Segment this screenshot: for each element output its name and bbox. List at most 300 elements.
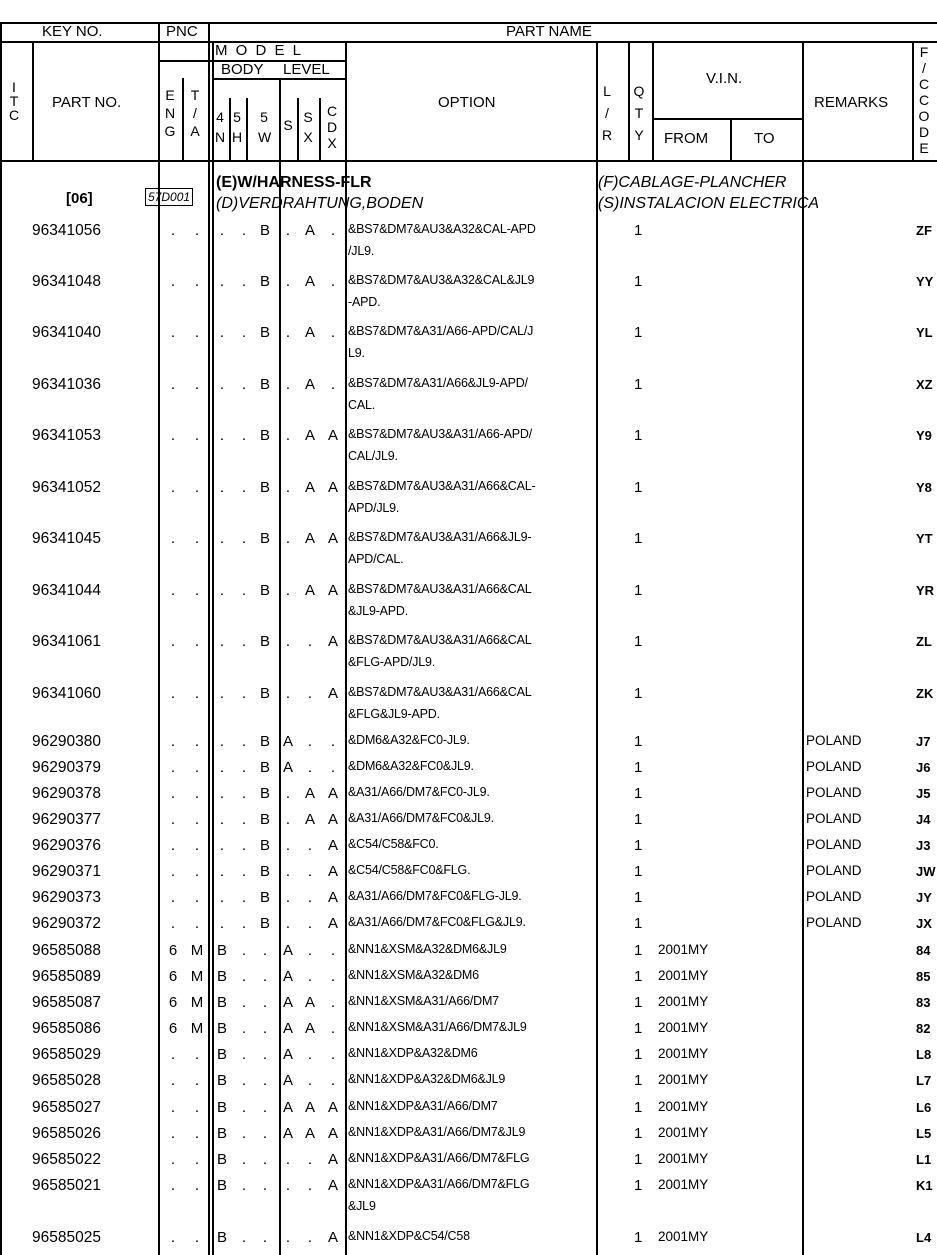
fc-code: J6: [916, 760, 931, 775]
body-5h-cell: .: [241, 633, 247, 650]
option-text: &NN1&XDP&A32&DM6&JL9: [348, 1072, 506, 1086]
body-col-line-option: [345, 160, 347, 1255]
level-sx-cell: A: [304, 1125, 316, 1142]
level-sx-cell: .: [307, 685, 313, 702]
body-4n-cell: .: [219, 785, 225, 802]
vin-from-header: FROM: [664, 130, 709, 147]
eng-cell: .: [170, 273, 176, 290]
level-sx-cell: .: [307, 915, 313, 932]
quantity: 1: [634, 915, 643, 932]
level-s-cell: .: [285, 633, 291, 650]
fc-code: ZL: [916, 634, 932, 649]
quantity: 1: [634, 324, 643, 341]
level-cdx-cell: A: [327, 1229, 339, 1246]
eng-cell: 6: [168, 994, 178, 1011]
ta-cell: .: [194, 837, 200, 854]
part-number: 96341052: [32, 479, 101, 496]
fc-code: J7: [916, 734, 931, 749]
option-header: OPTION: [438, 94, 496, 111]
part-number: 96341036: [32, 376, 101, 393]
body-5w-cell: B: [259, 530, 271, 547]
body-4n-cell: .: [219, 915, 225, 932]
option-text: &A31/A66/DM7&FC0&FLG&JL9.: [348, 915, 526, 929]
body-5h-cell: .: [241, 1099, 247, 1116]
part-number: 96585027: [32, 1099, 101, 1116]
section-key: [06]: [66, 190, 93, 207]
body-5w-cell: .: [262, 968, 268, 985]
body-5w-cell: .: [262, 1177, 268, 1194]
vin-from: 2001MY: [658, 1020, 709, 1035]
part-number: 96341045: [32, 530, 101, 547]
eng-cell: .: [170, 222, 176, 239]
level-s-cell: .: [285, 376, 291, 393]
quantity: 1: [634, 811, 643, 828]
level-cdx-cell: .: [330, 273, 336, 290]
part-number: 96585022: [32, 1151, 101, 1168]
body-4n-cell: .: [219, 633, 225, 650]
quantity: 1: [634, 530, 643, 547]
fc-code: YT: [916, 531, 933, 546]
level-cdx-cell: A: [327, 1125, 339, 1142]
body-5w-cell: .: [262, 1072, 268, 1089]
body-4n-cell: .: [219, 759, 225, 776]
ta-cell: .: [194, 759, 200, 776]
option-text: &BS7&DM7&AU3&A31/A66&JL9-: [348, 530, 532, 544]
option-text: &C54/C58&FC0&FLG.: [348, 863, 471, 877]
section-name-en: (E)W/HARNESS-FLR: [216, 174, 372, 191]
remarks: POLAND: [806, 759, 862, 774]
level-cdx-cell: A: [327, 1099, 339, 1116]
quantity: 1: [634, 837, 643, 854]
body-5w-cell: .: [262, 1099, 268, 1116]
body-4n-cell: .: [219, 685, 225, 702]
eng-cell: .: [170, 915, 176, 932]
remarks: POLAND: [806, 811, 862, 826]
level-s-cell: A: [282, 968, 294, 985]
body-5h-cell: .: [241, 759, 247, 776]
header-top-rule: [0, 22, 937, 24]
level-cdx-cell: A: [327, 863, 339, 880]
body-4n-cell: .: [219, 222, 225, 239]
quantity: 1: [634, 1177, 643, 1194]
body-5h-cell: .: [241, 863, 247, 880]
fc-code: J5: [916, 786, 931, 801]
ta-cell: .: [194, 273, 200, 290]
level-sx-cell: A: [304, 530, 316, 547]
level-sx-cell: .: [307, 733, 313, 750]
fc-code: JX: [916, 916, 932, 931]
fc-code: 84: [916, 943, 931, 958]
body-5h-cell: .: [241, 324, 247, 341]
ta-cell: .: [194, 324, 200, 341]
option-text: &NN1&XDP&A31/A66/DM7&FLG: [348, 1177, 530, 1191]
header-col-line-vin: [652, 41, 654, 161]
fc-code: Y9: [916, 428, 932, 443]
part-number: 96290372: [32, 915, 101, 932]
header-rule-1: [0, 41, 937, 43]
body-col-line-0: [0, 160, 2, 1255]
option-text: &BS7&DM7&AU3&A31/A66&CAL: [348, 633, 532, 647]
vin-from: 2001MY: [658, 942, 709, 957]
level-sx-cell: A: [304, 785, 316, 802]
fc-code: XZ: [916, 377, 933, 392]
ta-cell: M: [190, 942, 204, 959]
fc-code: L1: [916, 1152, 932, 1167]
body-5w-cell: B: [259, 759, 271, 776]
vin-from: 2001MY: [658, 1229, 709, 1244]
vin-from: 2001MY: [658, 1046, 709, 1061]
level-cdx-cell: .: [330, 968, 336, 985]
part-number: 96585089: [32, 968, 101, 985]
body-4n-cell: .: [219, 889, 225, 906]
quantity: 1: [634, 633, 643, 650]
body-4n-cell: B: [216, 1020, 228, 1037]
part-number: 96585028: [32, 1072, 101, 1089]
option-text: &BS7&DM7&AU3&A32&CAL-APD: [348, 222, 536, 236]
option-text: &BS7&DM7&A31/A66&JL9-APD/: [348, 376, 528, 390]
body-4n-cell: B: [216, 1046, 228, 1063]
quantity: 1: [634, 1072, 643, 1089]
part-number: 96341060: [32, 685, 101, 702]
body-5h-cell: .: [241, 273, 247, 290]
body-5h-cell: .: [241, 479, 247, 496]
eng-cell: .: [170, 889, 176, 906]
level-s-cell: A: [282, 1125, 294, 1142]
header-col-line-keyno: [158, 22, 160, 161]
part-number: 96585087: [32, 994, 101, 1011]
level-sx-cell: A: [304, 1099, 316, 1116]
level-s-cell: .: [285, 222, 291, 239]
level-cdx-cell: A: [327, 530, 339, 547]
option-text: &NN1&XDP&A31/A66/DM7: [348, 1099, 498, 1113]
level-cdx-cell: .: [330, 376, 336, 393]
body-4n-header: 4 N: [214, 109, 226, 145]
header-bottom-rule: [0, 160, 937, 162]
option-text: &A31/A66/DM7&FC0&FLG-JL9.: [348, 889, 522, 903]
body-5w-cell: B: [259, 837, 271, 854]
body-5w-cell: B: [259, 427, 271, 444]
level-cdx-cell: .: [330, 324, 336, 341]
level-cdx-cell: A: [327, 837, 339, 854]
body-5w-cell: .: [262, 1125, 268, 1142]
body-5h-cell: .: [241, 915, 247, 932]
level-s-cell: .: [285, 427, 291, 444]
header-col-line-itc: [32, 41, 34, 161]
level-s-cell: A: [282, 1020, 294, 1037]
level-s-cell: A: [282, 994, 294, 1011]
body-5w-cell: B: [259, 324, 271, 341]
part-number: 96341040: [32, 324, 101, 341]
quantity: 1: [634, 1046, 643, 1063]
eng-cell: 6: [168, 968, 178, 985]
part-number: 96290379: [32, 759, 101, 776]
option-text: &NN1&XSM&A32&DM6: [348, 968, 479, 982]
ta-cell: .: [194, 733, 200, 750]
part-number: 96585025: [32, 1229, 101, 1246]
header-col-line-level: [279, 78, 281, 161]
fc-code: YY: [916, 274, 934, 289]
level-s-header: S: [283, 117, 293, 133]
body-5h-cell: .: [241, 942, 247, 959]
eng-cell: .: [170, 733, 176, 750]
body-5w-cell: B: [259, 863, 271, 880]
fc-code-header: F / C C O D E: [918, 44, 930, 156]
fc-code: 82: [916, 1021, 931, 1036]
quantity: 1: [634, 1151, 643, 1168]
level-cdx-cell: .: [330, 1020, 336, 1037]
body-5h-cell: .: [241, 1046, 247, 1063]
part-number: 96341044: [32, 582, 101, 599]
option-text: APD/JL9.: [348, 501, 400, 515]
eng-cell: .: [170, 479, 176, 496]
section-reference-box: 57D001: [145, 188, 193, 206]
level-sx-cell: .: [307, 889, 313, 906]
body-5w-cell: B: [259, 915, 271, 932]
fc-code: YR: [916, 583, 935, 598]
level-cdx-header: C D X: [326, 103, 338, 151]
body-5w-cell: .: [262, 1020, 268, 1037]
eng-cell: .: [170, 685, 176, 702]
fc-code: 83: [916, 995, 931, 1010]
lr-header: L / R: [601, 83, 613, 143]
quantity: 1: [634, 1229, 643, 1246]
fc-code: J4: [916, 812, 931, 827]
part-number: 96585026: [32, 1125, 101, 1142]
quantity: 1: [634, 1020, 643, 1037]
vin-from: 2001MY: [658, 994, 709, 1009]
eng-cell: .: [170, 837, 176, 854]
body-5w-cell: B: [259, 376, 271, 393]
vin-to-header: TO: [754, 130, 775, 147]
body-5w-cell: .: [262, 1046, 268, 1063]
level-s-cell: .: [285, 582, 291, 599]
ta-cell: .: [194, 1177, 200, 1194]
part-number: 96341056: [32, 222, 101, 239]
level-s-cell: .: [285, 1177, 291, 1194]
part-number: 96290378: [32, 785, 101, 802]
level-s-cell: A: [282, 759, 294, 776]
option-text: &NN1&XSM&A31/A66/DM7: [348, 994, 499, 1008]
level-s-cell: A: [282, 733, 294, 750]
ta-cell: .: [194, 427, 200, 444]
ta-cell: .: [194, 1151, 200, 1168]
level-cdx-cell: .: [330, 942, 336, 959]
level-s-cell: .: [285, 837, 291, 854]
option-text: &NN1&XDP&A32&DM6: [348, 1046, 478, 1060]
eng-cell: .: [170, 1072, 176, 1089]
fc-code: L4: [916, 1230, 932, 1245]
level-sx-cell: A: [304, 582, 316, 599]
fc-code: L5: [916, 1126, 932, 1141]
remarks: POLAND: [806, 837, 862, 852]
part-number: 96290373: [32, 889, 101, 906]
level-s-cell: A: [282, 1046, 294, 1063]
level-cdx-cell: .: [330, 994, 336, 1011]
level-sx-cell: .: [307, 633, 313, 650]
option-text: &DM6&A32&FC0&JL9.: [348, 759, 474, 773]
body-5h-cell: .: [241, 1125, 247, 1142]
remarks: POLAND: [806, 915, 862, 930]
pnc-header: PNC: [166, 23, 198, 40]
part-number: 96585021: [32, 1177, 101, 1194]
ta-cell: .: [194, 685, 200, 702]
body-4n-cell: .: [219, 837, 225, 854]
level-cdx-cell: A: [327, 427, 339, 444]
fc-code: YL: [916, 325, 933, 340]
header-col-line-s: [297, 98, 299, 161]
option-text: &NN1&XSM&A31/A66/DM7&JL9: [348, 1020, 527, 1034]
body-4n-cell: .: [219, 273, 225, 290]
vin-header: V.I.N.: [706, 70, 743, 87]
ta-cell: M: [190, 994, 204, 1011]
quantity: 1: [634, 863, 643, 880]
body-5h-cell: .: [241, 427, 247, 444]
level-cdx-cell: A: [327, 889, 339, 906]
body-4n-cell: B: [216, 1125, 228, 1142]
option-text: L9.: [348, 346, 365, 360]
fc-code: 85: [916, 969, 931, 984]
vin-from: 2001MY: [658, 1072, 709, 1087]
body-5h-cell: .: [241, 889, 247, 906]
level-s-cell: .: [285, 1229, 291, 1246]
body-5w-cell: .: [262, 994, 268, 1011]
remarks: POLAND: [806, 785, 862, 800]
eng-cell: .: [170, 759, 176, 776]
ta-cell: M: [190, 968, 204, 985]
option-text: &BS7&DM7&A31/A66-APD/CAL/J: [348, 324, 534, 338]
ta-cell: .: [194, 479, 200, 496]
body-col-line-level: [279, 160, 281, 1255]
section-name-fr: (F)CABLAGE-PLANCHER: [598, 174, 787, 191]
eng-cell: .: [170, 811, 176, 828]
header-col-line-5h: [246, 98, 248, 161]
body-4n-cell: B: [216, 1229, 228, 1246]
ta-cell: .: [194, 1072, 200, 1089]
level-sx-cell: A: [304, 811, 316, 828]
eng-cell: .: [170, 1046, 176, 1063]
level-cdx-cell: A: [327, 1177, 339, 1194]
eng-cell: .: [170, 1151, 176, 1168]
body-5h-cell: .: [241, 1072, 247, 1089]
level-s-cell: .: [285, 273, 291, 290]
option-text: &NN1&XSM&A32&DM6&JL9: [348, 942, 507, 956]
body-col-line-keyno: [158, 160, 160, 1255]
vin-from: 2001MY: [658, 1151, 709, 1166]
body-4n-cell: .: [219, 733, 225, 750]
part-number: 96585088: [32, 942, 101, 959]
option-text: &A31/A66/DM7&FC0&JL9.: [348, 811, 494, 825]
ta-cell: .: [194, 863, 200, 880]
body-5w-cell: B: [259, 479, 271, 496]
body-5w-header: 5 W: [258, 109, 272, 145]
vin-from: 2001MY: [658, 1125, 709, 1140]
ta-cell: .: [194, 376, 200, 393]
ta-cell: .: [194, 582, 200, 599]
level-cdx-cell: A: [327, 479, 339, 496]
level-sx-cell: .: [307, 942, 313, 959]
body-5h-cell: .: [241, 582, 247, 599]
level-sx-cell: A: [304, 994, 316, 1011]
level-sx-cell: .: [307, 1229, 313, 1246]
option-text: &JL9-APD.: [348, 604, 409, 618]
fc-code: JW: [916, 864, 936, 879]
ta-cell: .: [194, 1125, 200, 1142]
body-5h-cell: .: [241, 685, 247, 702]
part-number: 96341048: [32, 273, 101, 290]
fc-code: JY: [916, 890, 932, 905]
quantity: 1: [634, 1099, 643, 1116]
body-4n-cell: .: [219, 582, 225, 599]
fc-code: Y8: [916, 480, 932, 495]
level-sx-cell: .: [307, 1072, 313, 1089]
body-5w-cell: B: [259, 222, 271, 239]
header-col-line-code: [912, 41, 914, 161]
level-s-cell: .: [285, 915, 291, 932]
quantity: 1: [634, 942, 643, 959]
level-s-cell: .: [285, 479, 291, 496]
fc-code: L6: [916, 1100, 932, 1115]
part-number: 96290371: [32, 863, 101, 880]
level-sx-cell: .: [307, 1046, 313, 1063]
eng-cell: .: [170, 324, 176, 341]
level-s-cell: .: [285, 785, 291, 802]
header-col-line-remarks: [802, 41, 804, 161]
part-name-header: PART NAME: [506, 23, 592, 40]
itc-header: I T C: [8, 79, 20, 123]
level-sx-cell: A: [304, 479, 316, 496]
level-s-cell: .: [285, 685, 291, 702]
body-4n-cell: B: [216, 994, 228, 1011]
ta-cell: .: [194, 1046, 200, 1063]
body-col-line-body: [212, 160, 214, 1255]
ta-cell: .: [194, 1229, 200, 1246]
ta-cell: .: [194, 785, 200, 802]
body-5w-cell: B: [259, 273, 271, 290]
fc-code: L7: [916, 1073, 932, 1088]
option-text: &NN1&XDP&A31/A66/DM7&FLG: [348, 1151, 530, 1165]
level-s-cell: .: [285, 889, 291, 906]
section-name-de: (D)VERDRAHTUNG,BODEN: [216, 195, 424, 212]
body-5h-cell: .: [241, 994, 247, 1011]
level-cdx-cell: A: [327, 811, 339, 828]
level-cdx-cell: A: [327, 633, 339, 650]
level-cdx-cell: .: [330, 1072, 336, 1089]
quantity: 1: [634, 889, 643, 906]
body-5h-cell: .: [241, 968, 247, 985]
body-5h-cell: .: [241, 376, 247, 393]
level-cdx-cell: .: [330, 733, 336, 750]
body-5w-cell: .: [262, 942, 268, 959]
body-col-line-remarks: [802, 160, 804, 1255]
option-text: &FLG-APD/JL9.: [348, 655, 436, 669]
level-sx-cell: A: [304, 376, 316, 393]
option-text: CAL.: [348, 398, 375, 412]
quantity: 1: [634, 968, 643, 985]
body-5w-cell: .: [262, 1151, 268, 1168]
body-5h-cell: .: [241, 530, 247, 547]
fc-code: L8: [916, 1047, 932, 1062]
body-5h-cell: .: [241, 811, 247, 828]
quantity: 1: [634, 733, 643, 750]
option-text: &BS7&DM7&AU3&A32&CAL&JL9: [348, 273, 535, 287]
level-cdx-cell: .: [330, 222, 336, 239]
body-4n-cell: .: [219, 811, 225, 828]
body-5w-cell: B: [259, 785, 271, 802]
level-s-cell: .: [285, 324, 291, 341]
body-5h-cell: .: [241, 1229, 247, 1246]
header-col-line-to: [730, 118, 732, 161]
eng-cell: .: [170, 633, 176, 650]
